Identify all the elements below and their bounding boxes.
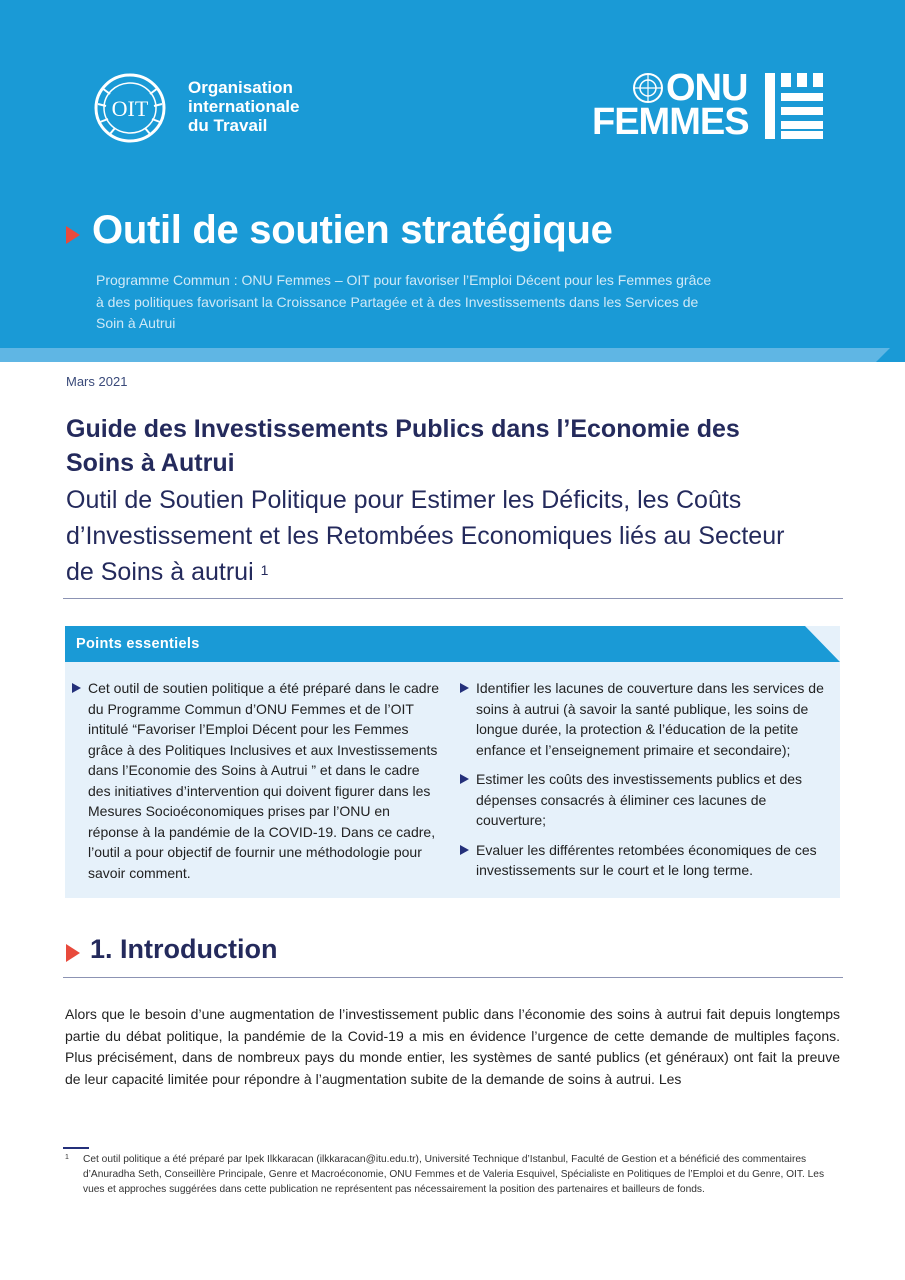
guide-subtitle: Outil de Soutien Politique pour Estimer les Déficits, les Coûts d’Investissement et les Retombées Economiques liés au Secteur de Soins à autrui $^1$ [66,486,785,586]
title-arrow-icon [66,226,80,244]
footnote-ref: 1 [260,562,269,578]
bullet-arrow-icon [460,845,469,855]
section-heading: 1. Introduction [90,934,278,964]
femmes-word: FEMMES [592,101,749,143]
list-item: Cet outil de soutien politique a été préparé dans le cadre du Programme Commun d’ONU Femmes et de l’OIT intitulé “Favoriser l’Emploi Décent pour les Femmes grâce à des Politiques Inclusives et aux Investissements dans l’Economie des Soins à Autrui ” et dans le cadre des initiatives d’intervention qui doivent figurer dans les Mesures Socioéconomiques prises par l’ONU en réponse à la pandémie de la COVID-19. Dans ce cadre, l’outil a pour objectif de fournir une méthodologie pour savoir comment. [72,678,444,883]
banner-stripe [0,348,905,362]
list-item: Estimer les coûts des investissements publics et des dépenses consacrés à éliminer ces lacunes de couverture; [460,769,838,831]
publication-date: Mars 2021 [66,374,128,389]
bullet-arrow-icon [460,683,469,693]
divider [63,977,843,978]
body-paragraph: Alors que le besoin d’une augmentation de l’investissement public dans l’économie des soins à autrui fait depuis longtemps partie du débat politique, la pandémie de la Covid-19 a mis en évidence l’urgence de cette demande de multiples façons. Plus précisément, dans de nombreux pays du monde entier, les systèmes de santé publics (et généraux) ont fait la preuve de leur capacité limitée pour répondre à l’augmentation subite de la demande de soins à autrui. Les [65,1006,840,1087]
footnote-divider [63,1147,89,1149]
ilo-logo [88,70,178,146]
equality-bars-icon [765,73,825,139]
footnote-text: Cet outil politique a été préparé par Ipek Ilkkaracan (ilkkaracan@itu.edu.tr), Université Technique d’Istanbul, Faculté de Gestion et a bénéficié des commentaires d’Anuradha Seth, Conseillère Principale, Genre et Macroéconomie, ONU Femmes et de Valeria Esquivel, Spécialiste en Politiques de l’Emploi et du Genre, OIT. Les vues et approches suggérées dans cette publication ne représentent pas nécessairement la position des partenaires et bailleurs de fonds. [83,1154,825,1195]
onu-word: ONU [666,67,748,109]
key-points-right-column [460,678,838,890]
divider [63,598,843,599]
list-item: Evaluer les différentes retombées économiques de ces investissements sur le court et le long terme. [460,840,838,881]
ilo-name: Organisation internationale du Travail [188,78,300,135]
svg-text:OIT: OIT [111,96,149,121]
bullet-arrow-icon [460,774,469,784]
section-arrow-icon [66,944,80,962]
bullet-arrow-icon [72,683,81,693]
footnote [65,1152,840,1197]
key-points-title: Points essentiels [76,636,200,652]
key-points-left-column [72,678,444,892]
list-item: Identifier les lacunes de couverture dans les services de soins à autrui (à savoir la santé publique, les soins de longue durée, la protection & l’éducation de la petite enfance et l’enseignement primaire et secondaire); [460,678,838,760]
page-title: Outil de soutien stratégique [92,208,613,252]
un-emblem-icon [632,72,664,104]
page-subtitle: Programme Commun : ONU Femmes – OIT pour favoriser l’Emploi Décent pour les Femmes grâce à des politiques favorisant la Croissance Partagée et à des Investissements dans les Services de Soin à Autrui [96,272,712,331]
footnote-mark: 1 [65,1154,69,1161]
onu-femmes-logo [592,67,827,143]
guide-title: Guide des Investissements Publics dans l’Economie des Soins à Autrui [66,415,740,477]
